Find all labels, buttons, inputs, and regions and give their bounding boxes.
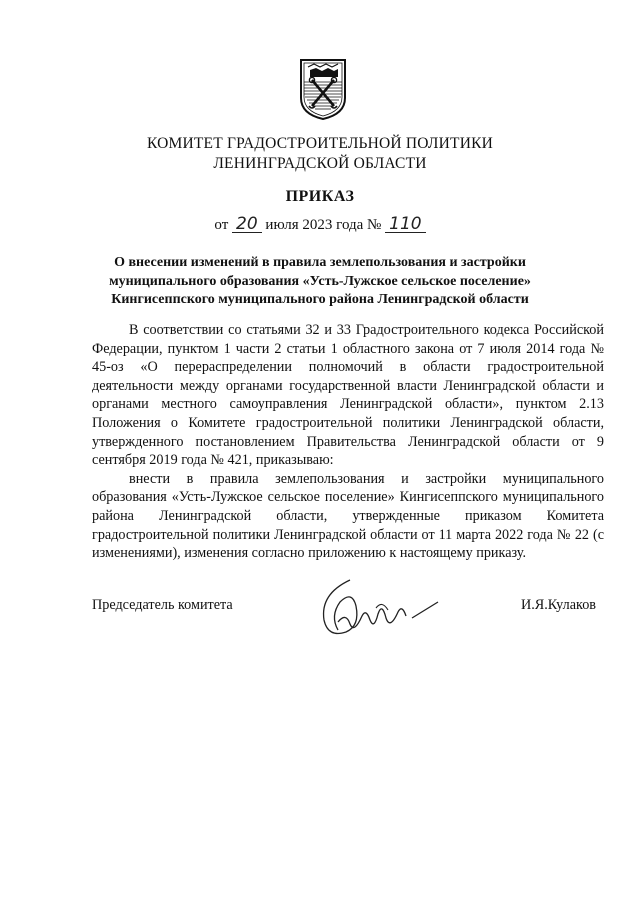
document-title: ПРИКАЗ xyxy=(285,188,355,205)
subject-line2: муниципального образования «Усть-Лужское сельское поселение» xyxy=(109,273,531,289)
order-day: 20 xyxy=(232,217,262,233)
handwritten-signature-icon xyxy=(316,572,446,644)
subject-line3: Кингисеппского муниципального района Ленинградской области xyxy=(111,292,529,307)
signer-position: Председатель комитета xyxy=(92,597,233,613)
date-month-year: июля 2023 года № xyxy=(265,217,382,233)
order-number: 110 xyxy=(385,217,425,233)
organization-name-line1: КОМИТЕТ ГРАДОСТРОИТЕЛЬНОЙ ПОЛИТИКИ xyxy=(146,135,494,152)
order-body xyxy=(92,321,604,563)
date-prefix: от xyxy=(214,217,229,233)
organization-name-line2: ЛЕНИНГРАДСКОЙ ОБЛАСТИ xyxy=(213,155,427,172)
subject-line1: О внесении изменений в правила землепользования и застройки xyxy=(114,255,526,270)
coat-of-arms-icon xyxy=(298,58,348,120)
body-paragraph-decision: внести в правила землепользования и застройки муниципального образования «Усть-Лужское сельское поселение» Кингисеппского муниципального района Ленинградской области, утвержденные приказом Комитета градостроительной политики Ленинградской области от 11 марта 2022 года № 22 (с изменениями), изменения согласно приложению к настоящему приказу. xyxy=(92,470,604,562)
body-paragraph-basis: В соответствии со статьями 32 и 33 Градостроительного кодекса Российской Федерации, пунктом 1 части 2 статьи 1 областного закона от 7 июля 2014 года № 45-оз «О перераспределении полномочий в области градостроительной деятельности между органами государственной власти Ленинградской области и органами местного самоуправления Ленинградской области», пунктом 2.13 Положения о Комитете градостроительной политики Ленинградской области, утвержденного постановлением Правительства Ленинградской области от 9 сентября 2019 года № 421, приказываю: xyxy=(92,322,604,469)
order-subject xyxy=(100,254,540,310)
signer-name: И.Я.Кулаков xyxy=(520,597,596,613)
order-date-line xyxy=(0,214,640,234)
